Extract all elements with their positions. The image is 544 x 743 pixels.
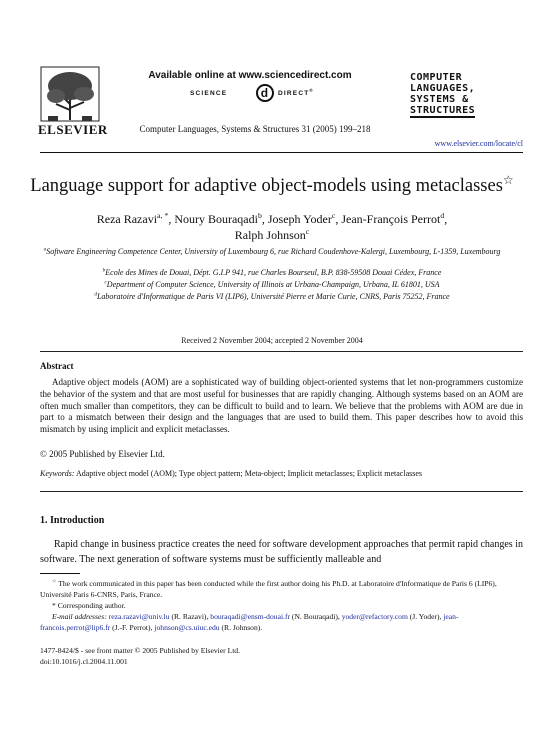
footnote-star: ☆ The work communicated in this paper has been conducted while the first author doing his Ph.D. at Laboratoire d'Informatique de Paris 6 (LIP6), Université Paris 6-CNRS, Paris, France. [40,579,497,599]
author-name: Noury Bouraqadi [174,212,258,226]
footnotes [40,578,523,633]
abstract-heading: Abstract [40,361,74,371]
author-name: Jean-François Perrot [341,212,441,226]
affiliation-a: $^a$Software Engineering Competence Center, University of Luxembourg 6, rue Richard Coudenhove-Kalergi, Luxembourg, L-1359, Luxembourg [43,246,501,256]
sd-right-text: DIRECT® [278,87,314,97]
keywords: Keywords: Adaptive object model (AOM); Type object pattern; Meta-object; Implicit metaclasses; Explicit metaclasses [40,469,423,478]
author-affiliation-mark[interactable]: b [257,211,262,220]
author-list: Reza Razavi$^{a, *}$, Noury Bouraqadi$^b$, Joseph Yoder$^c$, Jean-François Perrot$^d$, Ralph Johnson$^c$ [96,211,448,242]
footnote-rule [40,573,80,574]
author-name: Reza Razavi [96,212,158,226]
author-affiliation-mark[interactable]: c [305,227,310,236]
author-affiliation-mark[interactable]: a, * [157,211,169,220]
footnote-corresponding: * Corresponding author. [52,601,126,610]
sd-left-text: SCIENCE [190,90,228,97]
journal-logo [410,72,505,118]
intro-paragraph: Rapid change in business practice creates the need for software development approaches that permit rapid changes in software. The next generation of software systems must be sufficiently malleable and [40,539,523,565]
issn-block [40,645,240,667]
journal-citation: Computer Languages, Systems & Structures 31 (2005) 199–218 [139,124,371,134]
article-title: Language support for adaptive object-models using metaclasses☆ [30,172,514,196]
journal-logo-line: LANGUAGES, [410,83,476,94]
email-link[interactable]: yoder@refactory.com [341,612,408,621]
email-owner: (J. Yoder), [407,612,444,621]
journal-logo-line: SYSTEMS & [410,94,469,105]
affiliation-b: $^b$Ecole des Mines de Douai, Dépt. G.I.P 941, rue Charles Bourseul, B.P. 838-59508 Douai Cédex, France [102,267,442,277]
section-heading: 1. Introduction [40,515,105,526]
author-name: Ralph Johnson [234,228,306,242]
author-affiliation-mark[interactable]: d [440,211,445,220]
title-footnote-mark[interactable]: ☆ [502,172,514,187]
header-rule [40,152,523,153]
issn-text: 1477-8424/$ - see front matter © 2005 Published by Elsevier Ltd. [40,646,241,655]
publisher-name: ELSEVIER [38,122,108,137]
sd-at-icon: d [256,84,274,102]
abstract-text: Adaptive object models (AOM) are a sophisticated way of building object-oriented systems that let non-programmers customize the behavior of the system and that are most useful for businesses that are rapidly changing. Although systems based on an AOM are often much smaller than competitors, they can be difficult to build and to learn. We believe that the problems with AOM are due in part to a mismatch between their design and the languages that are used to build them. This paper describes how to avoid this mismatch by using implicit and explicit metaclasses. [40,377,523,435]
sciencedirect-logo [150,84,370,102]
doi-text: doi:10.1016/j.cl.2004.11.001 [40,657,128,666]
email-owner: (N. Bouraqadi), [290,612,342,621]
author-name: Joseph Yoder [267,212,332,226]
received-dates: Received 2 November 2004; accepted 2 November 2004 [181,336,363,345]
journal-logo-line: COMPUTER [410,72,463,83]
email-link[interactable]: johnson@cs.uiuc.edu [154,623,220,632]
author-affiliation-mark[interactable]: c [331,211,336,220]
email-link[interactable]: reza.razavi@univ.lu [108,612,170,621]
abstract-copyright: © 2005 Published by Elsevier Ltd. [40,449,165,459]
email-owner: (J.-F. Perrot), [110,623,155,632]
affiliation-d: $^d$Laboratoire d'Informatique de Paris VI (LIP6), Université Pierre et Marie Curie, CNRS, Paris 75252, France [94,291,450,301]
email-link[interactable]: bouraqadi@ensm-douai.fr [210,612,291,621]
email-link[interactable]: jean-francois.perrot@lip6.fr [40,612,459,632]
footnote-emails: E-mail addresses: reza.razavi@univ.lu (R. Razavi), bouraqadi@ensm-douai.fr (N. Bouraqadi), yoder@refactory.com (J. Yoder), jean-francois.perrot@lip6.fr (J.-F. Perrot), johnson@cs.uiuc.edu (R. Johnson). [40,612,459,632]
abstract-bottom-rule [40,491,523,492]
email-owner: (R. Johnson). [219,623,263,632]
journal-url-link[interactable]: www.elsevier.com/locate/cl [434,139,523,148]
journal-logo-line: STRUCTURES [410,105,476,116]
abstract-top-rule [40,351,523,352]
available-online-text: Available online at www.sciencedirect.com [148,70,352,81]
affiliation-c: $^c$Department of Computer Science, University of Illinois at Urbana-Champaign, Urbana, IL 61801, USA [104,279,440,289]
email-owner: (R. Razavi), [169,612,211,621]
